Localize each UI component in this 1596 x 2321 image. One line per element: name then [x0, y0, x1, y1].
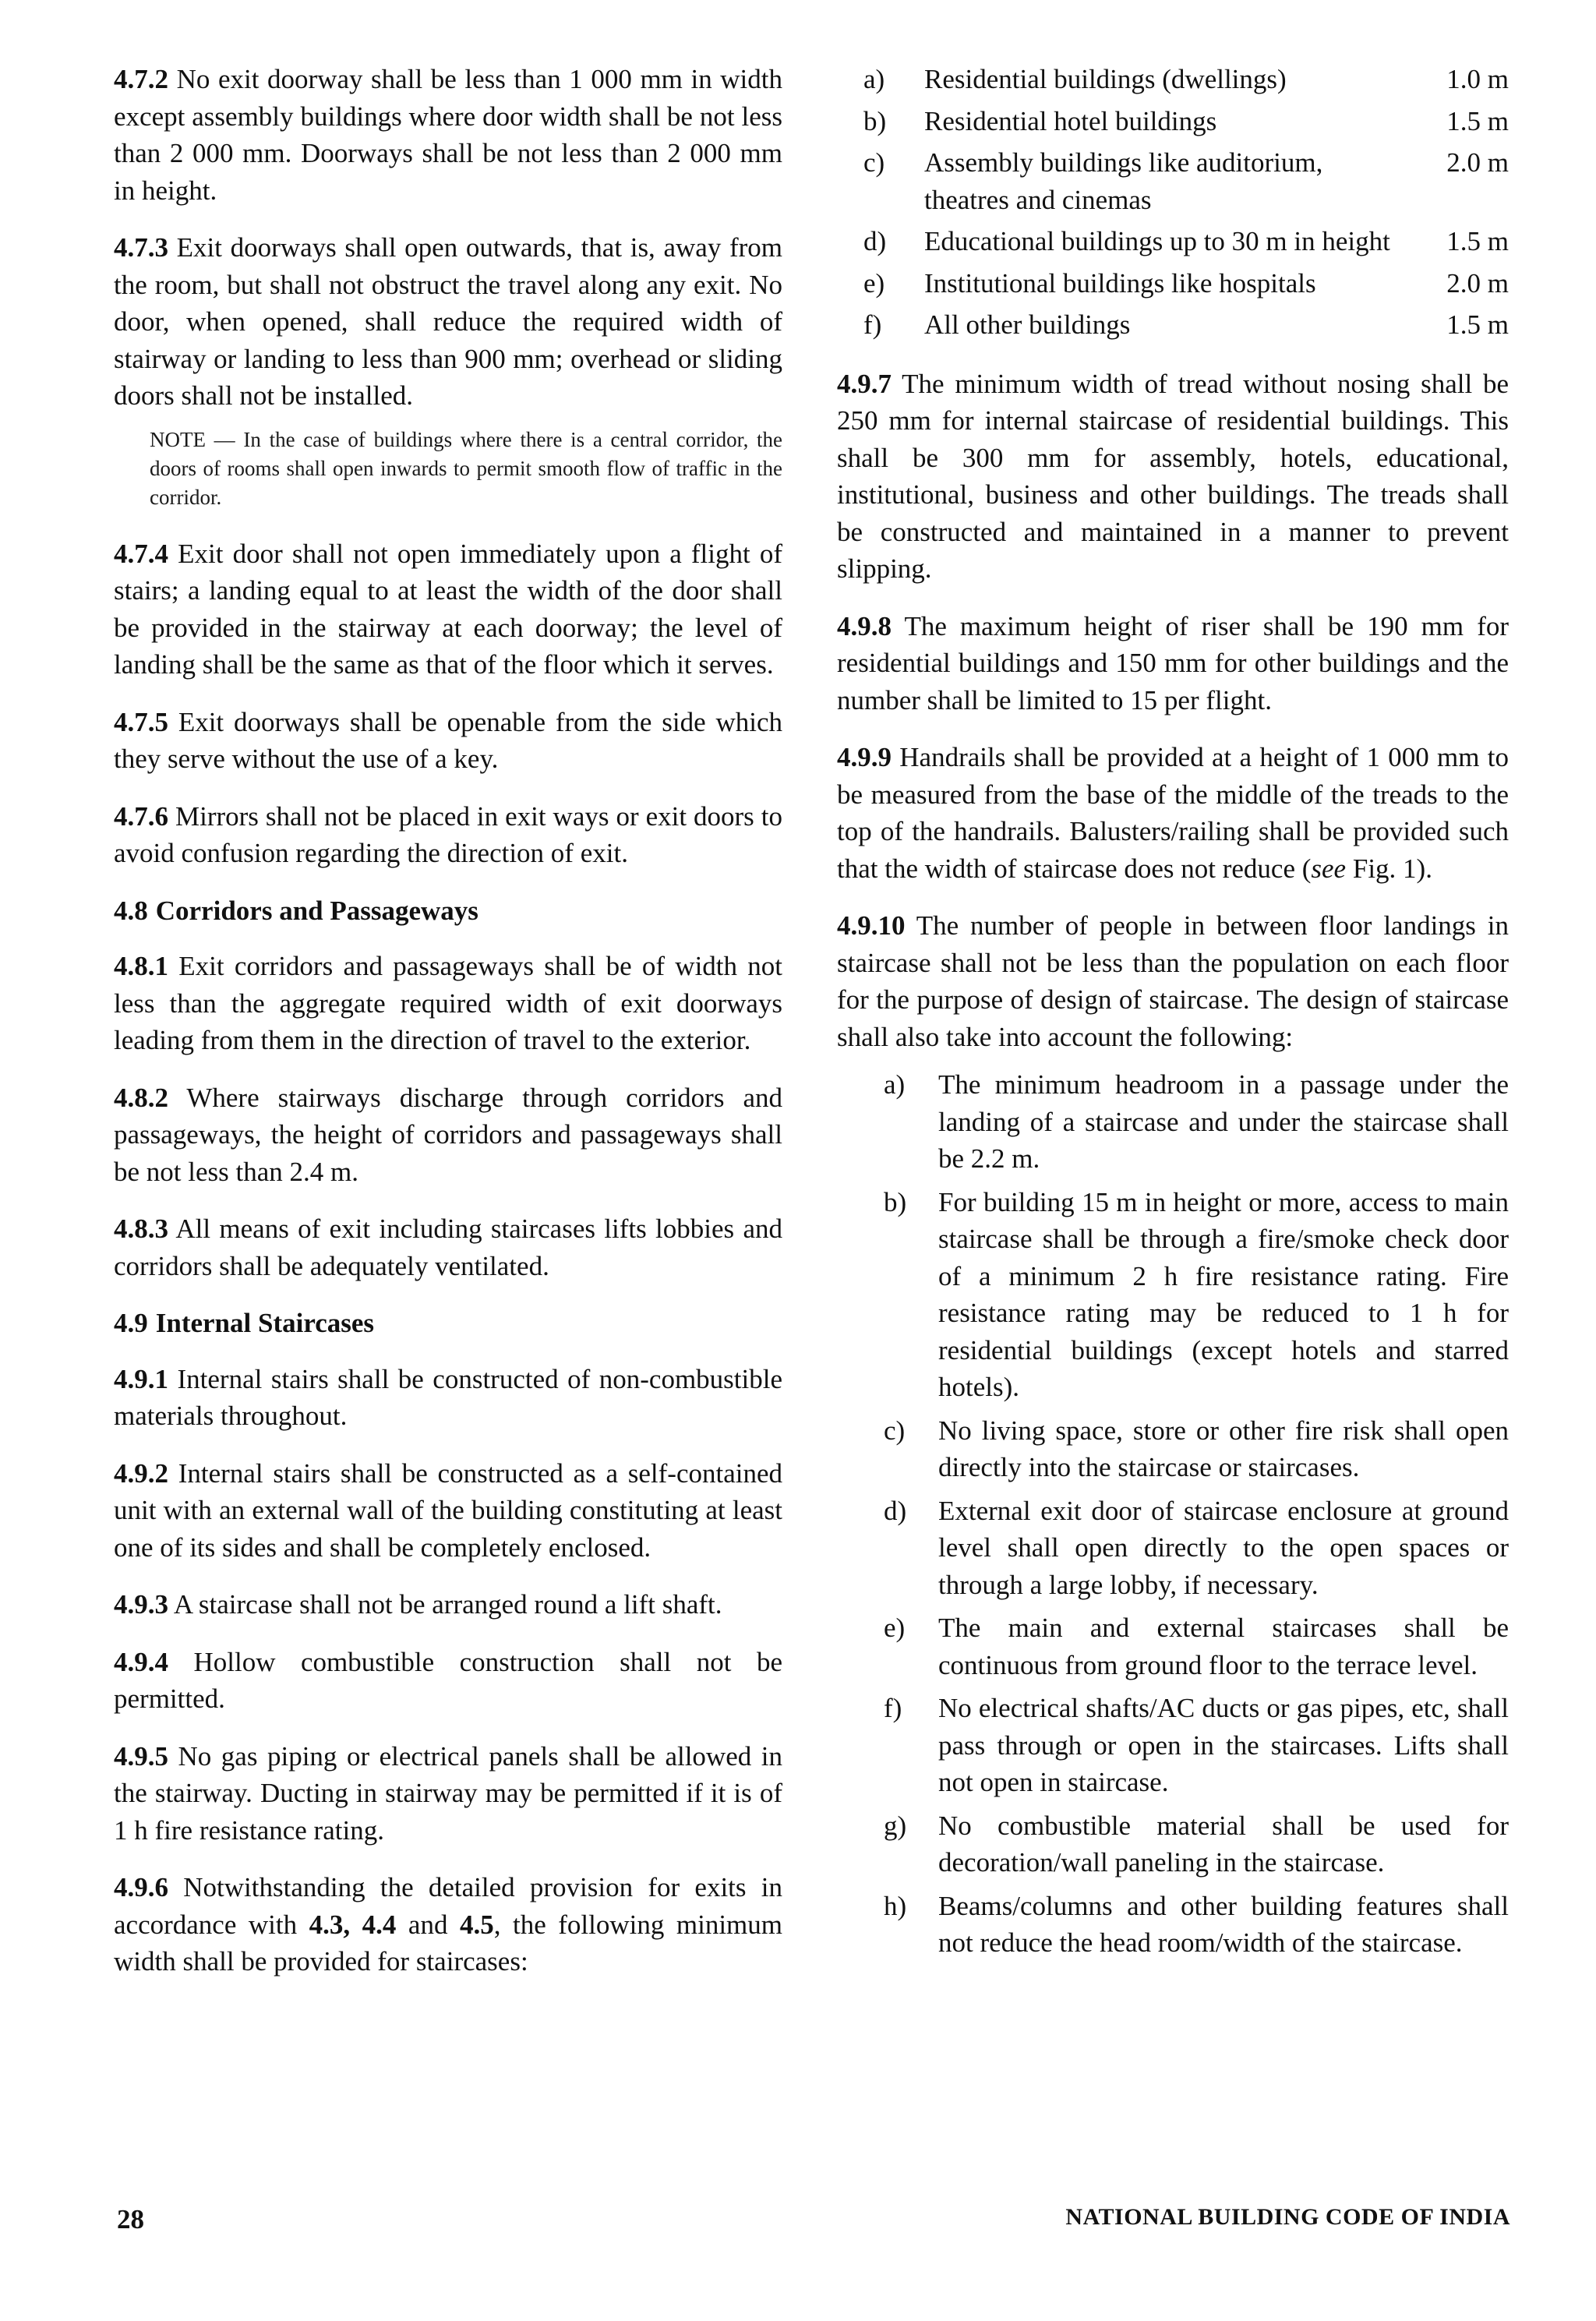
- list-item: [837, 1184, 1509, 1406]
- clause-4-9-10: [837, 907, 1509, 1055]
- clause-number: 4.9.10: [837, 910, 906, 941]
- note-central-corridor: NOTE — In the case of buildings where there is a central corridor, the doors of rooms shall open inwards to permit smooth flow of traffic in the corridor.: [150, 427, 782, 509]
- width-row: [837, 61, 1509, 103]
- staircase-design-list: [837, 1066, 1509, 1962]
- width-row: [837, 144, 1509, 223]
- list-item-letter: e): [884, 1613, 906, 1643]
- list-item-text: For building 15 m in height or more, access to main staircase shall be through a fire/smoke check door of a minimum 2 h fire resistance rating. Fire resistance rating may be reduced to 1 h for residential buildings (except hotels and starred hotels).: [938, 1186, 1509, 1402]
- clause-number: 4.8.2: [114, 1082, 168, 1113]
- clause-4-9-9: [837, 739, 1509, 887]
- clause-4-8-1: [114, 948, 782, 1059]
- list-item-text: The main and external staircases shall be continuous from ground floor to the terrace level.: [938, 1613, 1509, 1680]
- clause-text: Hollow combustible construction shall not be permitted.: [114, 1646, 783, 1714]
- clause-text: Handrails shall be provided at a height of 1 000 mm to be measured from the base of the middle of the treads to the top of the handrails. Balusters/railing shall be provided such that the width of staircase does not reduce (: [837, 742, 1509, 884]
- width-row-description: All other buildings: [924, 309, 1131, 340]
- clause-number: 4.9.1: [114, 1363, 168, 1394]
- list-item: [837, 1066, 1509, 1178]
- width-row: [837, 306, 1509, 348]
- clause-number: 4.9.9: [837, 742, 892, 772]
- list-item-text: The minimum headroom in a passage under the landing of a staircase and under the staircase shall be 2.2 m.: [938, 1069, 1509, 1174]
- clause-text: Exit corridors and passageways shall be of width not less than the aggregate required width of exit doorways leading from them in the direction of travel to the exterior.: [114, 951, 783, 1055]
- clause-text: A staircase shall not be arranged round a lift shaft.: [173, 1589, 722, 1620]
- section-number: 4.8: [114, 895, 148, 926]
- clause-text: No exit doorway shall be less than 1 000 mm in width except assembly buildings where door width shall be not less than 2 000 mm. Doorways shall be not less than 2 000 mm in height.: [114, 64, 782, 206]
- clause-number: 4.9.6: [114, 1872, 168, 1902]
- width-row-value: 2.0 m: [1446, 267, 1509, 299]
- clause-4-9-7: [837, 366, 1509, 588]
- width-row-description: Educational buildings up to 30 m in height: [924, 226, 1390, 256]
- clause-text: The minimum width of tread without nosing shall be 250 mm for internal staircase of residential buildings. This shall be 300 mm for assembly, hotels, educational, institutional, business and other buildings. The treads shall be constructed and maintained in a manner to prevent slipping.: [837, 368, 1509, 584]
- width-row-letter: c): [863, 147, 885, 178]
- width-row-value: 1.5 m: [1446, 226, 1509, 256]
- width-row-description: Residential buildings (dwellings): [924, 64, 1287, 94]
- clause-number: 4.8.3: [114, 1213, 168, 1244]
- clause-number: 4.9.3: [114, 1589, 168, 1620]
- clause-number: 4.7.6: [114, 800, 168, 832]
- running-title: NATIONAL BUILDING CODE OF INDIA: [1065, 2204, 1510, 2230]
- width-row-letter: a): [863, 64, 885, 94]
- section-heading-4-8: [114, 892, 782, 930]
- list-item-letter: h): [884, 1890, 907, 1921]
- width-row-letter: f): [863, 309, 882, 340]
- clause-number: 4.9.2: [114, 1457, 168, 1489]
- list-item-letter: b): [884, 1186, 907, 1217]
- list-item-text: Beams/columns and other building features shall not reduce the head room/width of the staircase.: [938, 1890, 1509, 1958]
- clause-4-9-8: [837, 608, 1509, 719]
- clause-4-9-5: [114, 1738, 782, 1849]
- clause-number: 4.8.1: [114, 951, 168, 981]
- list-item: [837, 1609, 1509, 1683]
- clause-number: 4.9.7: [837, 368, 892, 399]
- width-row: [837, 103, 1509, 145]
- clause-4-7-4: [114, 535, 782, 684]
- list-item-text: No living space, store or other fire risk shall open directly into the staircase or staircases.: [938, 1415, 1509, 1482]
- list-item-letter: a): [884, 1069, 906, 1100]
- clause-number: 4.9.4: [114, 1646, 168, 1677]
- clause-text: Exit door shall not open immediately upon a flight of stairs; a landing equal to at least the width of the door shall be provided in the stairway at each doorway; the level of landing shall be the same as that of the floor which it serves.: [114, 538, 783, 680]
- clause-text: Internal stairs shall be constructed as a self-contained unit with an external wall of the building constituting at least one of its sides and shall be completely enclosed.: [114, 1457, 783, 1563]
- list-item-letter: c): [884, 1415, 906, 1446]
- clause-4-8-2: [114, 1079, 782, 1191]
- clause-text: Mirrors shall not be placed in exit ways or exit doors to avoid confusion regarding the direction of exit.: [114, 800, 782, 868]
- section-title: Internal Staircases: [155, 1308, 375, 1338]
- page-number: 28: [117, 2204, 144, 2234]
- clause-4-8-3: [114, 1210, 782, 1284]
- list-item: [837, 1690, 1509, 1801]
- clause-reference: 4.3,: [309, 1909, 351, 1940]
- list-item-text: No electrical shafts/AC ducts or gas pipes, etc, shall pass through or open in the staircases. Lifts shall not open in staircase.: [938, 1693, 1509, 1797]
- width-row-letter: e): [863, 267, 885, 299]
- width-row-value: 1.0 m: [1446, 64, 1509, 94]
- list-item-text: External exit door of staircase enclosure at ground level shall open directly to the open spaces or through a large lobby, if necessary.: [938, 1495, 1509, 1600]
- clause-4-7-2: [114, 61, 782, 209]
- list-item-letter: d): [884, 1495, 907, 1526]
- width-row-description: Institutional buildings like hospitals: [924, 267, 1316, 299]
- list-item: [837, 1412, 1509, 1486]
- left-column: [114, 61, 782, 2001]
- list-item-letter: f): [884, 1693, 902, 1723]
- clause-text: The maximum height of riser shall be 190 mm for residential buildings and 150 mm for other buildings and the number shall be limited to 15 per flight.: [837, 610, 1509, 715]
- clause-number: 4.9.5: [114, 1740, 168, 1772]
- width-row-letter: b): [863, 105, 887, 136]
- list-item: [837, 1493, 1509, 1604]
- clause-text: Notwithstanding the detailed provision for exits in accordance with: [114, 1872, 783, 1940]
- right-column: [837, 61, 1509, 1968]
- width-row-value: 2.0 m: [1446, 147, 1509, 178]
- width-row-description: Residential hotel buildings: [924, 105, 1217, 136]
- clause-text: Where stairways discharge through corridors and passageways, the height of corridors and passageways shall be not less than 2.4 m.: [114, 1082, 782, 1187]
- clause-reference: 4.4: [362, 1909, 397, 1940]
- clause-4-9-3: [114, 1586, 782, 1623]
- section-number: 4.9: [114, 1308, 148, 1338]
- clause-number: 4.7.3: [114, 232, 168, 263]
- clause-number: 4.7.5: [114, 706, 168, 737]
- clause-4-9-6: [114, 1869, 782, 1980]
- clause-4-9-1: [114, 1361, 782, 1435]
- list-item-text: No combustible material shall be used for decoration/wall paneling in the staircase.: [938, 1810, 1509, 1878]
- clause-number: 4.9.8: [837, 610, 892, 641]
- clause-number: 4.7.4: [114, 538, 168, 569]
- width-row-description: Assembly buildings like auditorium, theatres and cinemas: [924, 147, 1323, 215]
- clause-text: Exit doorways shall open outwards, that is, away from the room, but shall not obstruct the travel along any exit. No door, when opened, shall reduce the required width of stairway or landing to less than 900 mm; overhead or sliding doors shall not be installed.: [114, 232, 783, 411]
- staircase-width-table: [837, 61, 1509, 348]
- clause-4-7-5: [114, 704, 782, 778]
- clause-text: All means of exit including staircases lifts lobbies and corridors shall be adequately ventilated.: [114, 1213, 782, 1281]
- clause-number: 4.7.2: [114, 64, 168, 94]
- width-row-value: 1.5 m: [1446, 105, 1509, 136]
- clause-4-7-3: [114, 229, 782, 415]
- clause-4-7-6: [114, 798, 782, 872]
- clause-text: Internal stairs shall be constructed of non-combustible materials throughout.: [114, 1363, 783, 1431]
- list-item-letter: g): [884, 1810, 907, 1841]
- clause-4-9-2: [114, 1455, 782, 1567]
- clause-text: , the following minimum width shall be provided for staircases:: [114, 1909, 782, 1977]
- section-title: Corridors and Passageways: [155, 895, 478, 926]
- clause-see: see: [1311, 853, 1347, 884]
- width-row: [837, 223, 1509, 265]
- width-row-letter: d): [863, 226, 887, 256]
- clause-text: Fig. 1).: [1346, 853, 1432, 884]
- clause-reference: 4.5: [459, 1909, 494, 1940]
- width-row-value: 1.5 m: [1446, 309, 1509, 340]
- clause-4-9-4: [114, 1644, 782, 1718]
- clause-text: Exit doorways shall be openable from the side which they serve without the use of a key.: [114, 706, 782, 774]
- list-item: [837, 1888, 1509, 1962]
- clause-text: and: [408, 1909, 448, 1940]
- section-heading-4-9: [114, 1305, 782, 1342]
- clause-text: No gas piping or electrical panels shall be allowed in the stairway. Ducting in stairway may be permitted if it is of 1 h fire resistance rating.: [114, 1740, 782, 1846]
- clause-text: The number of people in between floor landings in staircase shall not be less than the population on each floor for the purpose of design of staircase. The design of staircase shall also take into account the following:: [837, 910, 1509, 1052]
- list-item: [837, 1807, 1509, 1881]
- width-row: [837, 265, 1509, 307]
